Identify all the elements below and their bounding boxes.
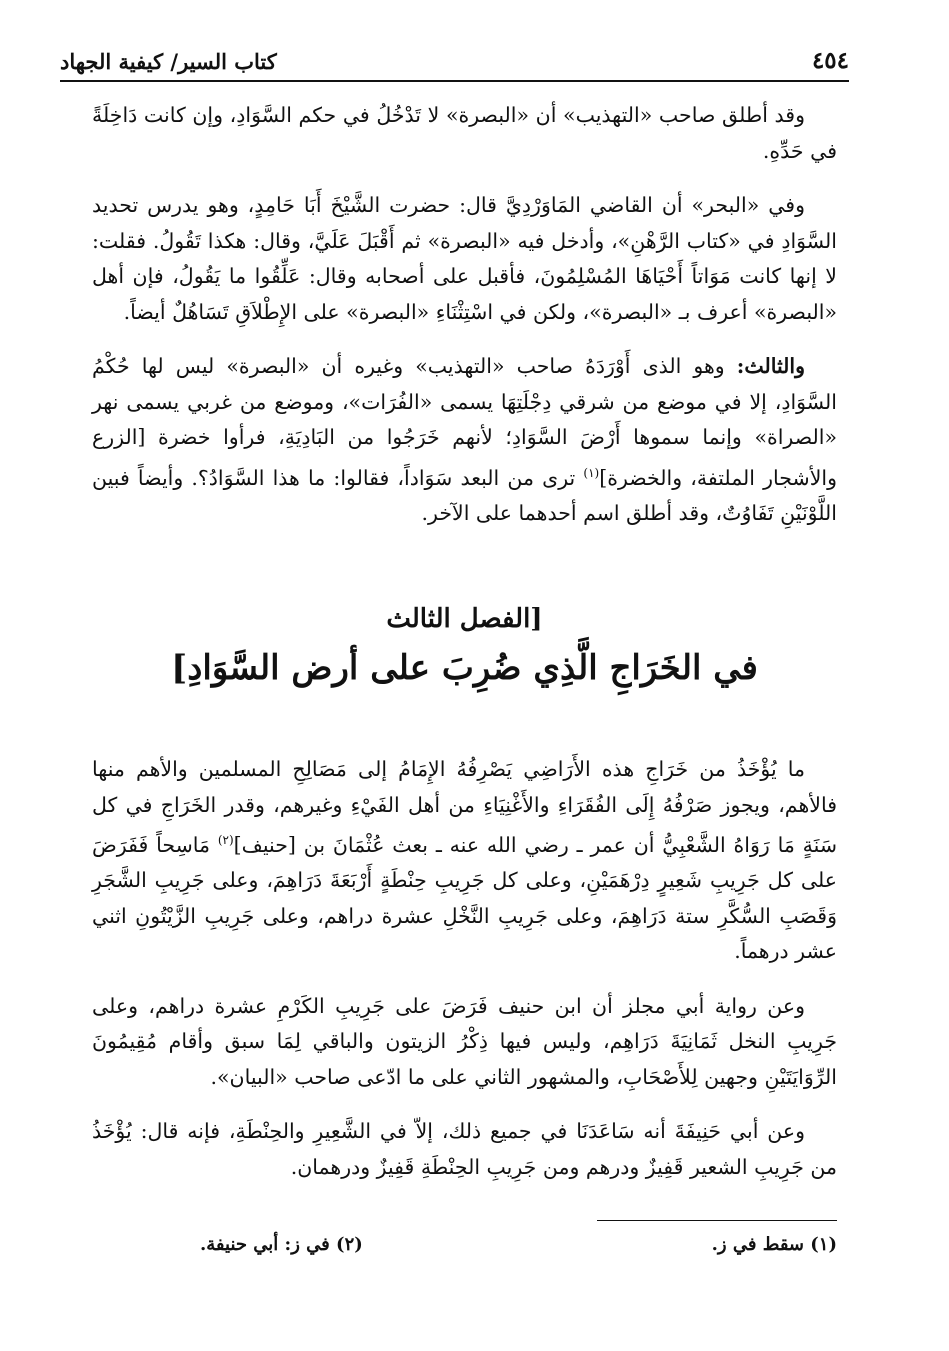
paragraph-text: ما يُؤْخَذُ من خَرَاجِ هذه الأَرَاضِي يَصْرِفُهُ الإِمَامُ إلى مَصَالِحِ المسلمين والأهم منها فالأهم، ويجوز صَرْفُهُ إِلَى الفُقَرَاءِ والأَغْنِيَاءِ من أهل الفَيْءِ وغيرهم، وقدر الخَرَاجِ في كل سَنَةٍ مَا رَوَاهُ الشَّعْبِيُّ أن عمر ـ رضي الله عنه ـ بعث عُثْمَانَ بن [حنيف] xyxy=(92,757,837,857)
paragraph: وعن أبي حَنِيفَةَ أنه سَاعَدَنَا في جميع ذلك، إلاّ في الشَّعِيرِ والحِنْطَةِ، فإنه قال: يُؤْخَذُ من جَرِيبِ الشعير قَفِيزٌ ودرهم ومن جَرِيبِ الحِنْطَةِ قَفِيزٌ ودرهمان. xyxy=(92,1119,837,1179)
chapter-title: في الخَرَاجِ الَّذِي ضُرِبَ على أرض السَّوَادِ] xyxy=(171,648,758,688)
section-one xyxy=(92,98,837,550)
chapter-label: [الفصل الثالث xyxy=(386,604,543,634)
footnote-1: (١) سقط في ز. xyxy=(711,1234,837,1255)
paragraph: وقد أطلق صاحب «التهذيب» أن «البصرة» لا تَدْخُلُ في حكم السَّوَادِ، وإن كانت دَاخِلَةً في حَدِّهِ. xyxy=(92,103,837,163)
paragraph-text: ترى من البعد سَوَاداً، فقالوا: ما هذا السَّوَادُ؟. وأيضاً فبين اللَّوْنَيْنِ تَفَاوُتٌ، وقد أطلق اسم أحدهما على الآخر. xyxy=(92,465,837,525)
page-number: ٤٥٤ xyxy=(811,47,849,74)
paragraph xyxy=(92,752,837,970)
section-two xyxy=(92,752,837,1204)
third-opinion-label: والثالث: xyxy=(736,354,805,378)
running-header xyxy=(60,42,849,82)
paragraph-text: مَاسِحاً فَفَرَضَ على كل جَرِيبِ شَعِيرٍ دِرْهَمَيْنِ، وعلى كل جَرِيبِ حِنْطَةٍ أَرْبَعَةَ دَرَاهِمَ، وعلى جَرِيبِ الشَّجَرِ وَقَصَبِ السُّكَّرِ ستة دَرَاهِمَ، وعلى جَرِيبِ النَّخْلِ عشرة دراهم، وعلى جَرِيبِ الزَّيْتُونِ اثني عشر درهماً. xyxy=(92,832,837,964)
paragraph-text: وهو الذى أَوْرَدَهُ صاحب «التهذيب» وغيره أن «البصرة» ليس لها حُكْمُ السَّوَادِ، إلا في موضع من شرقي دِجْلَتِهَا يسمى «الفُرَات»، وموضع من غربي يسمى نهر «الصراة» وإنما سموها أَرْضَ السَّوَادِ؛ لأنهم خَرَجُوا من البَادِيَةِ، فرأوا خضرة [الزرع والأشجار الملتفة، والخضرة] xyxy=(92,354,837,490)
paragraph: وعن رواية أبي مجلز أن ابن حنيف فَرَضَ على جَرِيبِ الكَرْمِ عشرة دراهم، وعلى جَرِيبِ النخل ثَمَانِيَةَ دَرَاهِم، وليس فيها ذِكْرُ الزيتون والباقي لِمَا سبق وأقام مُقِيمُونَ الرِّوَايَتَيْنِ وجهين لِلأَصْحَابِ، والمشهور الثاني على ما ادّعى صاحب «البيان». xyxy=(92,993,837,1089)
header-title: كتاب السير/ كيفية الجهاد xyxy=(60,49,277,74)
footnote-divider xyxy=(597,1220,837,1221)
footnotes xyxy=(200,1234,837,1255)
footnote-marker[interactable]: (١) xyxy=(583,465,600,480)
footnote-marker[interactable]: (٢) xyxy=(217,833,234,847)
paragraph-third-opinion xyxy=(92,349,837,531)
footnote-2: (٢) في ز: أبي حنيفة. xyxy=(200,1234,363,1255)
paragraph: وفي «البحر» أن القاضي المَاوَرْدِيَّ قال: حضرت الشَّيْخَ أَبَا حَامِدٍ، وهو يدرس تحديد السَّوَادِ في «كتاب الرَّهْنِ»، وأدخل فيه «البصرة» ثم أَقْبَلَ عَلَيَّ، وقال: هكذا تَقُولُ. فقلت: لا إنها كانت مَوَاتاً أَحْيَاهَا المُسْلِمُونَ، فأقبل على أصحابه وقال: عَلِّقُوا ما يَقُولُ، فإن أهل «البصرة» أعرف بـ «البصرة»، ولكن في اسْتِثْنَاءِ «البصرة» على الإِطْلاَقِ تَسَاهُلٌ أيضاً. xyxy=(92,193,837,324)
